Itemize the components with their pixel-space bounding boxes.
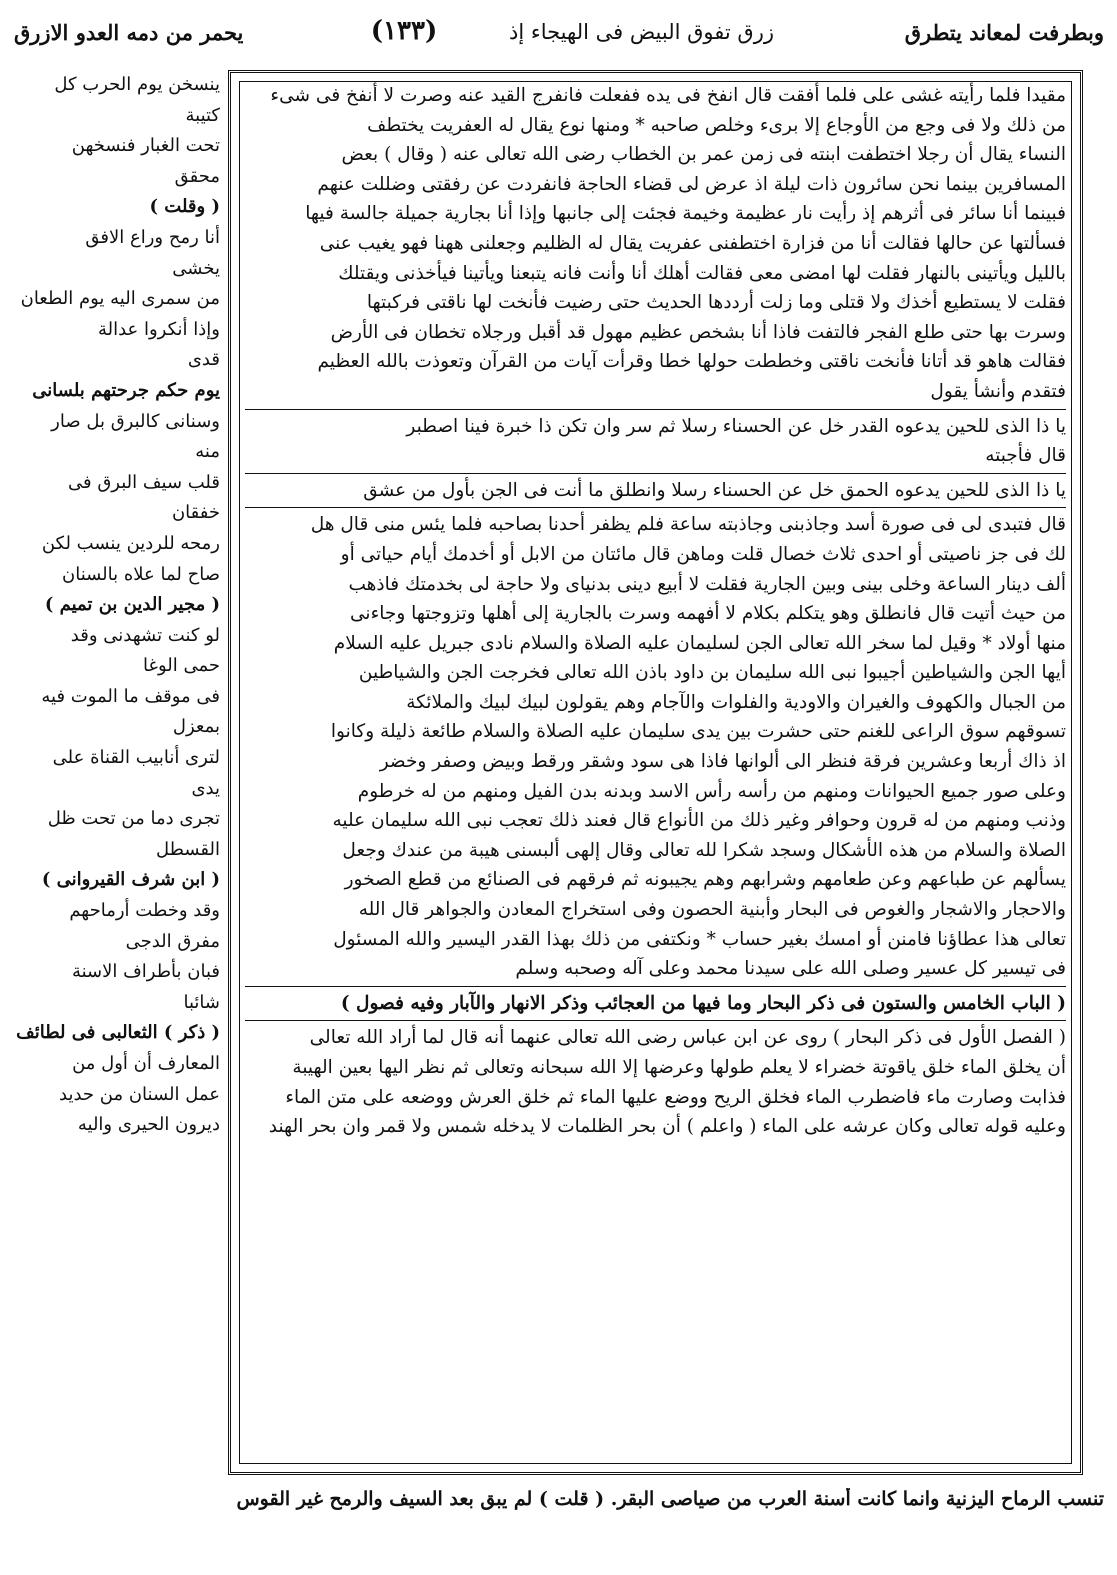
margin-line: لو كنت تشهدنى وقد <box>70 624 220 646</box>
margin-line: ينسخن يوم الحرب كل <box>54 74 220 95</box>
section-rule-top <box>245 986 1066 987</box>
text-line: فى تيسير كل عسير وصلى الله على سيدنا محمد وعلى آله وصحبه وسلم <box>515 958 1066 980</box>
text-line: من الجبال والكهوف والغيران والاودية والفلوات والآجام وهم يقولون لبيك لبيك والملائكة <box>406 691 1066 713</box>
margin-line: القسطل <box>155 838 220 860</box>
margin-line: ( وقلت ) <box>149 196 220 218</box>
text-line: ألف دينار الساعة وخلى بينى وبين الجارية فقلت لا أبيع دينى بدنياى ولا حاجة لى بخدمتك فاذهب <box>348 573 1066 595</box>
text-line: تسوقهم سوق الراعى للغنم حتى حشرت بين يدى سليمان عليه الصلاة والسلام طائعة ذليلة وكانوا <box>330 721 1066 743</box>
margin-line: من سمرى اليه يوم الطعان <box>20 288 220 310</box>
section-heading: ( الباب الخامس والستون فى ذكر البحار وما فيها من العجائب وذكر الانهار والآبار وفيه فصول ) <box>340 992 1066 1014</box>
text-line: من ذلك ولا فى وجع من الأوجاع إلا برىء وخلص صاحبه * ومنها نوع يقال له العفريت يختطف <box>367 114 1066 136</box>
margin-line: قدى <box>187 349 220 371</box>
margin-line: أنا رمح وراع الافق <box>85 226 220 248</box>
text-line: وذنب ومنهم من له قرون وحوافر وغير ذلك من الأنواع قال فعند ذلك تعجب نبى الله سليمان عليه <box>332 810 1066 832</box>
margin-line: لترى أنابيب القناة على <box>52 747 220 769</box>
text-line: فقلت لا يستطيع أخذك ولا قتلى وما زلت أرددها الحديث حتى رضيت فأنخت لها ناقتى فركبتها <box>366 292 1066 314</box>
margin-line: خفقان <box>171 502 220 524</box>
margin-line: يخشى <box>172 257 220 279</box>
margin-line: بمعزل <box>172 716 220 738</box>
text-line: بالليل ويأتينى بالنهار فقلت لها امضى معى فقالت أهلك أنا وأنت فانه يتبعنا ويأتينا فيأخذنى ويقتلك <box>338 262 1066 284</box>
header-verse-right: وبطرفت لمعاند يتطرق <box>904 20 1104 45</box>
text-line: المسافرين بينما نحن سائرون ذات ليلة اذ عرض لى قضاء الحاجة فانفردت عن رفقتى وضللت عنهم <box>317 173 1066 195</box>
text-line: فذابت وصارت ماء فاضطرب الماء فخلق الريح ووضع عليها الماء ثم خلق العرش ووضعه على متن الماء <box>285 1086 1066 1108</box>
text-line: يا ذا الذى للحين يدعوه الحمق خل عن الحسناء رسلا وانطلق ما أنت فى الجن بأول من عشق <box>363 479 1066 501</box>
text-line: منها أولاد * وقيل لما سخر الله تعالى الجن لسليمان عليه الصلاة والسلام نادى جبريل عليه السلام <box>333 632 1066 654</box>
text-line: وسرت بها حتى طلع الفجر فالتفت فاذا أنا بشخص عظيم مهول قد أقبل ورجلاه تخطان فى الأرض <box>330 321 1066 343</box>
margin-line: فبان بأطراف الاسنة <box>71 961 220 983</box>
verse-rule-bottom <box>245 507 1066 508</box>
margin-line: عمل السنان من حديد <box>59 1083 220 1105</box>
text-line: أيها الجن والشياطين أجيبوا نبى الله سليمان بن داود باذن الله تعالى فخرجت الجن والشياطين <box>358 662 1066 684</box>
text-line: والاحجار والاشجار والغوص فى البحار وأبنية الحصون وفى استخراج المعادن والجواهر قال الله <box>358 899 1066 921</box>
margin-line: ( مجير الدين بن تميم ) <box>44 594 220 616</box>
text-line: فقالت هاهو قد أتانا فأنخت ناقتى وخططت حولها خطا وقرأت آيات من القرآن وتعوذت بالله العظيم <box>317 351 1066 373</box>
margin-line: يدى <box>191 777 220 799</box>
text-line: فسألتها عن حالها فقالت أنا من فزارة اختطفنى عفريت يقال له الظليم وجعلنى ههنا فهو يغيب عنى <box>319 232 1066 254</box>
text-line: مقيدا فلما رأيته غشى على فلما أفقت قال انفخ فى يده ففعلت فانفرج القيد عنه وصرت لا أنفخ فى شىء <box>270 85 1066 106</box>
margin-line: رمحه للردين ينسب لكن <box>41 532 220 554</box>
margin-line: وسنانى كالبرق بل صار <box>51 410 220 432</box>
margin-line: كتيبة <box>185 104 220 126</box>
text-line: لك فى جز ناصيتى أو احدى ثلاث خصال قلت وماهن قال مائتان من الابل أو أخدمك أيام حياتى أو <box>340 543 1066 565</box>
margin-line: فى موقف ما الموت فيه <box>41 685 220 707</box>
margin-column <box>6 70 220 1475</box>
header-verse-left: يحمر من دمه العدو الازرق <box>14 20 244 45</box>
page-number: (١٣٣) <box>370 16 438 46</box>
text-line: فتقدم وأنشأ يقول <box>930 380 1066 402</box>
text-line: يسألهم عن طباعهم وعن طعامهم وشرابهم وهم يجيبونه ثم فرقهم فى الصنائع من قطع الصخور <box>344 869 1066 891</box>
text-line: أن يخلق الماء خلق ياقوتة خضراء لا يعلم طولها وعرضها إلا الله سبحانه وتعالى ثم نظر اليها بعين الهيبة <box>292 1057 1066 1078</box>
margin-line: ( ابن شرف القيروانى ) <box>41 869 220 891</box>
header-verse-middle: زرق تفوق البيض فى الهيجاء إذ <box>508 20 774 44</box>
text-line: يا ذا الذى للحين يدعوه القدر خل عن الحسناء رسلا ثم سر وان تكن ذا خبرة فينا اصطبر <box>406 415 1066 437</box>
margin-line: حمى الوغا <box>143 655 220 677</box>
margin-line: ديرون الحيرى واليه <box>77 1114 220 1136</box>
text-line: من حيث أتيت قال فانطلق وهو يتكلم بكلام لا أفهمه وسرت بالجارية إلى أهلها وتزوجتها وجاءنى <box>350 603 1066 625</box>
margin-line: قلب سيف البرق فى <box>68 471 220 493</box>
main-text-block <box>245 81 1066 1466</box>
margin-line: شائبا <box>183 991 220 1013</box>
main-text-frame <box>228 70 1083 1475</box>
margin-line: ( ذكر ) الثعالبى فى لطائف <box>16 1022 220 1044</box>
margin-line: يوم حكم جرحتهم بلسانى <box>32 379 220 401</box>
running-header <box>14 14 1104 60</box>
margin-line: صاح لما علاه بالسنان <box>61 563 220 585</box>
text-line: تعالى هذا عطاؤنا فامنن أو امسك بغير حساب * ونكتفى من ذلك بهذا القدر اليسير والله المسئول <box>333 928 1066 950</box>
margin-line: محقق <box>174 165 220 187</box>
margin-line: منه <box>195 441 220 463</box>
margin-line: تجرى دما من تحت ظل <box>47 808 220 830</box>
margin-line: تحت الغبار فنسخهن <box>71 135 220 157</box>
footer-catchline: تنسب الرماح اليزنية وانما كانت أسنة العرب من صياصى البقر. ( قلت ) لم يبق بعد السيف والرمح غير القوس <box>236 1488 1104 1510</box>
margin-line: المعارف أن أول من <box>72 1053 220 1074</box>
text-line: قال فأجبته <box>985 445 1066 467</box>
text-line: فبينما أنا سائر فى أثرهم إذ رأيت نار عظيمة وخيمة فجئت إلى جانبها وإذا أنا بجارية جميلة جالسة فيها <box>305 203 1066 225</box>
verse-rule-mid <box>245 473 1066 474</box>
verse-rule-top <box>245 409 1066 410</box>
section-rule-bottom <box>245 1020 1066 1021</box>
text-line: ( الفصل الأول فى ذكر البحار ) روى عن ابن عباس رضى الله تعالى عنهما أنه قال لما أراد الله تعالى <box>309 1027 1066 1049</box>
margin-line: وقد وخطت أرماحهم <box>69 900 220 922</box>
text-line: وعليه قوله تعالى وكان عرشه على الماء ( واعلم ) أن بحر الظلمات لا يدخله شمس ولا قمر وان بحر الهند <box>268 1116 1066 1138</box>
text-line: قال فتبدى لى فى صورة أسد وجاذبنى وجاذبته ساعة فلم يظفر أحدنا بصاحبه فلما يئس منى قال هل <box>310 514 1066 536</box>
text-line: النساء يقال أن رجلا اختطفت ابنته فى زمن عمر بن الخطاب رضى الله تعالى عنه ( وقال ) بعض <box>341 144 1066 166</box>
margin-line: مفرق الدجى <box>125 930 220 952</box>
text-line: الصلاة والسلام من هذه الأشكال وسجد شكرا لله تعالى وقال إلهى ألبسنى هيبة من عندك وجعل <box>342 839 1066 861</box>
margin-line: وإذا أنكروا عدالة <box>97 318 220 340</box>
text-line: وعلى صور جميع الحيوانات ومنهم من رأسه رأس الاسد وبدنه بدن الفيل ومنهم من له خرطوم <box>357 780 1066 802</box>
text-line: اذ ذاك أربعا وعشرين فرقة فنظر الى ألوانها فاذا هى سود وشقر ورقط وبيض وصفر وخضر <box>379 751 1066 773</box>
